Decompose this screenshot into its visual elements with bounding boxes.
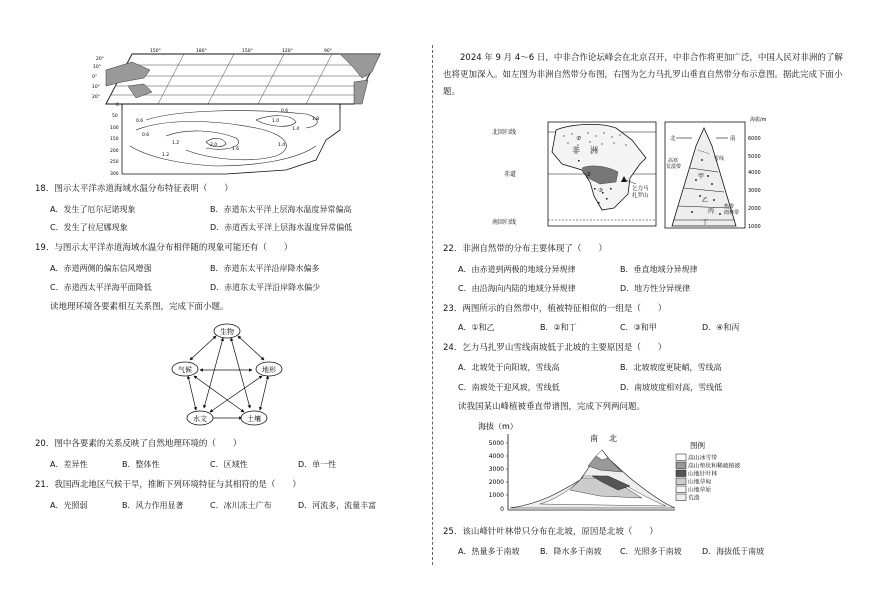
question-23-option-b[interactable]: B．②和丁	[540, 323, 577, 332]
altitude-tick: 4000	[748, 170, 761, 176]
depth-label: 300	[110, 172, 119, 177]
isotherm-label: 1.2	[162, 153, 170, 158]
tropic-cancer-label: 北回归线	[492, 129, 517, 136]
mountain-vegetation-chart	[470, 420, 760, 516]
question-25-stem: 25．该山峰针叶林带只分布在北坡，原因是北坡（ ）	[443, 527, 658, 537]
question-21-option-c[interactable]: C．冰川冻土广布	[210, 501, 272, 510]
question-22-stem: 22．非洲自然带的分布主要体现了（ ）	[443, 244, 607, 254]
equator-label: 赤道	[504, 171, 517, 178]
altitude-tick: 3000	[748, 188, 761, 194]
rainforest-label: 热带	[724, 204, 735, 210]
question-18-option-d[interactable]: D．赤道西太平洋上层海水温度异常偏低	[210, 223, 353, 232]
y-tick: 3000	[488, 466, 504, 473]
zone-label: ③	[598, 188, 603, 194]
kilimanjaro-label: 乞力马	[632, 186, 649, 192]
question-20-stem: 20．图中各要素的关系反映了自然地理环境的（ ）	[35, 439, 242, 449]
question-24-option-b[interactable]: B．北坡坡度更陡峭，雪线高	[620, 363, 722, 372]
question-25-option-c[interactable]: C．光照多于南坡	[620, 547, 682, 556]
question-24-stem: 24．乞力马扎罗山雪线南坡低于北坡的主要原因是（ ）	[443, 343, 667, 353]
legend-title: 图例	[690, 441, 705, 450]
snowline-label: 雪线	[714, 156, 725, 162]
question-21-option-d[interactable]: D．河流多，流量丰富	[298, 501, 377, 510]
question-24-option-a[interactable]: A．北坡处于向阳坡，雪线高	[458, 363, 560, 372]
node-soil: 土壤	[247, 415, 261, 423]
depth-label: 0	[116, 103, 119, 108]
tropic-capricorn-label: 南回归线	[492, 219, 517, 226]
legend-item: 山地草原	[688, 487, 712, 494]
kilimanjaro-label: 扎罗山	[632, 193, 649, 199]
lat-label: 0°	[92, 75, 98, 80]
isotherm-label: 2.0	[210, 143, 218, 148]
alpine-desert-label: 高寒	[668, 158, 679, 164]
alpine-desert-label: 荒漠带	[666, 164, 682, 170]
rainforest-label: 雨林带	[724, 210, 740, 216]
zone-yi: 乙	[702, 197, 709, 204]
intro-20-21: 读地理环境各要素相互关系图，完成下面小题。	[50, 302, 229, 312]
question-24-option-d[interactable]: D．南坡坡度相对高，雪线低	[620, 383, 723, 392]
question-22-option-a[interactable]: A．由赤道到两极的地域分异规律	[458, 265, 576, 274]
question-23-option-a[interactable]: A．①和乙	[458, 323, 495, 332]
node-landform: 地形	[262, 366, 276, 374]
depth-label: 200	[110, 149, 119, 154]
zone-ding: 丁	[702, 219, 709, 226]
lat-label: 10°	[93, 65, 101, 70]
question-23-option-d[interactable]: D．④和丙	[702, 323, 740, 332]
legend-item: 高山垫状和稀疏植被	[688, 463, 741, 470]
legend-item: 荒漠	[688, 495, 700, 502]
altitude-tick: 5000	[748, 154, 761, 160]
legend-item: 山地针叶林	[688, 471, 717, 478]
zone-label: ①	[576, 136, 581, 142]
isotherm-label: 1.8	[312, 117, 320, 122]
lon-label: 150°	[242, 49, 253, 54]
chart-y-title: 海拔（m）	[478, 422, 518, 431]
node-hydrology: 水文	[193, 415, 207, 423]
question-19-option-b[interactable]: B．赤道东太平洋沿岸降水偏多	[210, 264, 320, 273]
question-20-option-a[interactable]: A．差异性	[50, 460, 88, 469]
isotherm-section	[106, 100, 346, 178]
isotherm-label: 1.0	[272, 119, 280, 124]
y-tick: 0	[500, 506, 504, 513]
question-21-option-b[interactable]: B．风力作用显著	[122, 501, 184, 510]
question-21-option-a[interactable]: A．光照弱	[50, 501, 88, 510]
node-climate: 气候	[178, 366, 192, 374]
lat-label: 20°	[96, 57, 104, 62]
question-22-option-d[interactable]: D．地方性分异规律	[620, 284, 691, 293]
question-19-option-a[interactable]: A．赤道两侧的偏东信风增强	[50, 264, 152, 273]
lon-label: 180°	[196, 49, 207, 54]
south-label: 南	[730, 136, 736, 142]
legend-item: 高山冰雪带	[688, 455, 717, 462]
altitude-title: 海拔/m	[750, 117, 767, 123]
intro-22-24: 2024 年 9 月 4～6 日，中非合作论坛峰会在北京召开，中非合作将更加广泛，中国人民对非洲的了解也将更加深入。如左图为非洲自然带分布图，右图为乞力马扎罗山垂直自然带分布示意图。据此完成下面小题。	[443, 53, 843, 97]
zone-label: 非	[572, 146, 580, 155]
question-20-option-c[interactable]: C．区域性	[210, 460, 248, 469]
isotherm-label: 0.6	[136, 119, 144, 124]
depth-label: 150	[110, 137, 119, 142]
lat-label: 20°	[92, 95, 100, 100]
node-biology: 生物	[220, 328, 234, 336]
question-23-option-c[interactable]: C．③和甲	[620, 323, 657, 332]
question-24-option-c[interactable]: C．南坡处于迎风坡，雪线低	[458, 383, 560, 392]
zone-label: ②	[586, 172, 591, 178]
zone-label: 洲	[590, 146, 598, 155]
y-tick: 2000	[488, 479, 504, 486]
altitude-tick: 6000	[748, 136, 761, 142]
isotherm-label: 1.2	[172, 141, 180, 146]
question-19-option-c[interactable]: C．赤道西太平洋海平面降低	[50, 283, 152, 292]
depth-label: 100	[110, 126, 119, 131]
north-label: 北	[670, 136, 676, 142]
depth-label: 250	[110, 160, 119, 165]
north-label: 北	[609, 434, 617, 443]
question-18-stem: 18．图示太平洋赤道海域水温分布特征表明（ ）	[35, 184, 233, 194]
question-22-option-c[interactable]: C．由沿海向内陆的地域分异规律	[458, 284, 576, 293]
question-19-stem: 19．与图示太平洋赤道海域水温分布相伴随的现象可能还有（ ）	[35, 243, 293, 253]
isotherm-label: 0.6	[142, 133, 150, 138]
isotherm-label: 1.6	[232, 147, 240, 152]
lon-label: 120°	[282, 49, 293, 54]
question-25-option-d[interactable]: D．海拔低于南坡	[702, 547, 765, 556]
altitude-tick: 1000	[748, 224, 761, 230]
intro-25: 读我国某山峰植被垂直带谱图，完成下列两问题。	[458, 402, 646, 412]
question-18-option-a[interactable]: A．发生了厄尔尼诺现象	[50, 205, 136, 214]
question-25-option-a[interactable]: A．热量多于南坡	[458, 547, 520, 556]
question-25-option-b[interactable]: B．降水多于南坡	[540, 547, 602, 556]
africa-zone-map	[490, 118, 660, 230]
zone-jia: 甲	[698, 173, 705, 180]
question-20-option-d[interactable]: D．单一性	[298, 460, 337, 469]
question-18-option-b[interactable]: B．赤道东太平洋上层海水温度异常偏高	[210, 205, 352, 214]
lat-label: 10°	[92, 85, 100, 90]
y-tick: 1000	[488, 492, 504, 499]
lon-label: 90°	[324, 49, 332, 54]
legend-item: 山地草甸	[688, 479, 712, 486]
depth-label: 50	[112, 114, 118, 119]
isotherm-label: 1.4	[278, 143, 286, 148]
question-18-option-c[interactable]: C．发生了拉尼娜现象	[50, 223, 128, 232]
isotherm-label: 0.6	[281, 109, 289, 114]
question-20-option-b[interactable]: B．整体性	[122, 460, 160, 469]
column-divider	[432, 45, 433, 565]
south-label: 南	[590, 434, 598, 443]
y-tick: 4000	[488, 453, 504, 460]
question-19-option-d[interactable]: D．赤道东太平洋沿岸降水偏少	[210, 283, 321, 292]
relation-diagram	[168, 322, 288, 430]
isotherm-label: 1.4	[292, 127, 300, 132]
kilimanjaro-zones	[664, 116, 776, 232]
question-23-stem: 23．两图所示的自然带中，植被特征相似的一组是（ ）	[443, 304, 667, 314]
y-tick: 5000	[488, 440, 504, 447]
question-22-option-b[interactable]: B．垂直地域分异规律	[620, 265, 698, 274]
lon-label: 150°	[150, 49, 161, 54]
question-21-stem: 21．我国西北地区气候干旱，推断下列环境特征与其相符的是（ ）	[35, 480, 301, 490]
altitude-tick: 2000	[748, 206, 761, 212]
zone-bing: 丙	[708, 208, 715, 215]
